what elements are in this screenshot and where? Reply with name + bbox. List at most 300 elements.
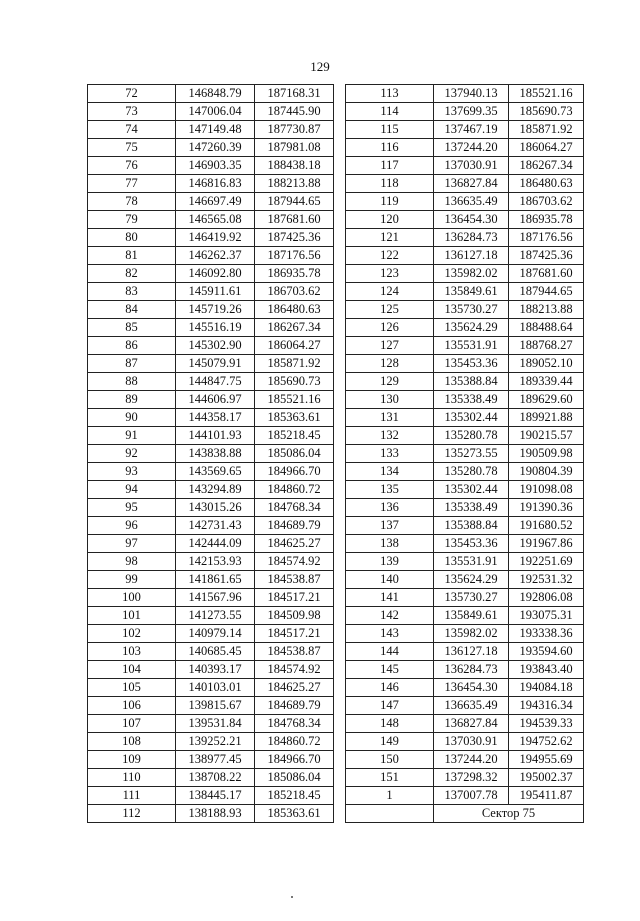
y-coordinate-cell: 184625.27 [255, 535, 334, 553]
x-coordinate-cell: 142153.93 [176, 553, 255, 571]
point-number-cell: 96 [88, 517, 176, 535]
y-coordinate-cell: 184860.72 [255, 733, 334, 751]
x-coordinate-cell: 137030.91 [434, 733, 509, 751]
y-coordinate-cell: 184574.92 [255, 553, 334, 571]
y-coordinate-cell: 184538.87 [255, 571, 334, 589]
y-coordinate-cell: 186267.34 [255, 319, 334, 337]
point-number-cell: 93 [88, 463, 176, 481]
table-row [346, 553, 584, 571]
y-coordinate-cell: 184768.34 [255, 715, 334, 733]
point-number-cell: 1 [346, 787, 434, 805]
point-number-cell: 142 [346, 607, 434, 625]
x-coordinate-cell: 141273.55 [176, 607, 255, 625]
x-coordinate-cell: 137940.13 [434, 85, 509, 103]
y-coordinate-cell: 192251.69 [509, 553, 584, 571]
x-coordinate-cell: 135730.27 [434, 589, 509, 607]
table-row [88, 769, 334, 787]
y-coordinate-cell: 187425.36 [509, 247, 584, 265]
x-coordinate-cell: 146092.80 [176, 265, 255, 283]
y-coordinate-cell: 187944.65 [509, 283, 584, 301]
x-coordinate-cell: 141567.96 [176, 589, 255, 607]
point-number-cell: 140 [346, 571, 434, 589]
point-number-cell: 132 [346, 427, 434, 445]
x-coordinate-cell: 136635.49 [434, 193, 509, 211]
point-number-cell: 105 [88, 679, 176, 697]
y-coordinate-cell: 187730.87 [255, 121, 334, 139]
x-coordinate-cell: 135273.55 [434, 445, 509, 463]
x-coordinate-cell: 137244.20 [434, 139, 509, 157]
point-number-cell: 109 [88, 751, 176, 769]
y-coordinate-cell: 185690.73 [509, 103, 584, 121]
table-row [88, 715, 334, 733]
y-coordinate-cell: 190509.98 [509, 445, 584, 463]
point-number-cell: 128 [346, 355, 434, 373]
y-coordinate-cell: 187176.56 [255, 247, 334, 265]
y-coordinate-cell: 191390.36 [509, 499, 584, 517]
point-number-cell: 149 [346, 733, 434, 751]
x-coordinate-cell: 140103.01 [176, 679, 255, 697]
table-row [346, 103, 584, 121]
y-coordinate-cell: 187168.31 [255, 85, 334, 103]
table-row [346, 733, 584, 751]
table-row [88, 157, 334, 175]
table-row [88, 463, 334, 481]
x-coordinate-cell: 135624.29 [434, 571, 509, 589]
x-coordinate-cell: 135453.36 [434, 355, 509, 373]
y-coordinate-cell: 192806.08 [509, 589, 584, 607]
point-number-cell: 79 [88, 211, 176, 229]
point-number-cell: 74 [88, 121, 176, 139]
coordinates-table-left-body [88, 85, 334, 823]
point-number-cell: 145 [346, 661, 434, 679]
scan-dot-mark [291, 896, 293, 898]
point-number-cell: 78 [88, 193, 176, 211]
table-row [346, 499, 584, 517]
point-number-cell: 150 [346, 751, 434, 769]
point-number-cell: 87 [88, 355, 176, 373]
point-number-cell: 107 [88, 715, 176, 733]
y-coordinate-cell: 194752.62 [509, 733, 584, 751]
table-row [88, 319, 334, 337]
table-row [88, 139, 334, 157]
y-coordinate-cell: 184768.34 [255, 499, 334, 517]
x-coordinate-cell: 138977.45 [176, 751, 255, 769]
x-coordinate-cell: 135982.02 [434, 265, 509, 283]
y-coordinate-cell: 186703.62 [509, 193, 584, 211]
y-coordinate-cell: 191098.08 [509, 481, 584, 499]
table-row [88, 643, 334, 661]
point-number-cell: 127 [346, 337, 434, 355]
point-number-cell: 80 [88, 229, 176, 247]
y-coordinate-cell: 187981.08 [255, 139, 334, 157]
y-coordinate-cell: 194316.34 [509, 697, 584, 715]
x-coordinate-cell: 135730.27 [434, 301, 509, 319]
y-coordinate-cell: 186267.34 [509, 157, 584, 175]
y-coordinate-cell: 186064.27 [509, 139, 584, 157]
point-number-cell: 138 [346, 535, 434, 553]
point-number-cell: 101 [88, 607, 176, 625]
point-number-cell: 73 [88, 103, 176, 121]
point-number-cell: 81 [88, 247, 176, 265]
table-row [88, 247, 334, 265]
x-coordinate-cell: 145911.61 [176, 283, 255, 301]
point-number-cell: 144 [346, 643, 434, 661]
table-row [346, 319, 584, 337]
point-number-cell: 137 [346, 517, 434, 535]
coordinates-table-right-body [346, 85, 584, 805]
x-coordinate-cell: 136284.73 [434, 229, 509, 247]
table-row [346, 643, 584, 661]
x-coordinate-cell: 135338.49 [434, 391, 509, 409]
x-coordinate-cell: 135280.78 [434, 427, 509, 445]
y-coordinate-cell: 195002.37 [509, 769, 584, 787]
point-number-cell: 76 [88, 157, 176, 175]
point-number-cell: 102 [88, 625, 176, 643]
table-row [346, 193, 584, 211]
point-number-cell: 112 [88, 805, 176, 823]
point-number-cell: 77 [88, 175, 176, 193]
table-row [88, 625, 334, 643]
y-coordinate-cell: 184966.70 [255, 463, 334, 481]
point-number-cell: 103 [88, 643, 176, 661]
point-number-cell: 83 [88, 283, 176, 301]
table-row [88, 517, 334, 535]
x-coordinate-cell: 135531.91 [434, 553, 509, 571]
y-coordinate-cell: 187176.56 [509, 229, 584, 247]
table-row [88, 409, 334, 427]
y-coordinate-cell: 184509.98 [255, 607, 334, 625]
y-coordinate-cell: 184860.72 [255, 481, 334, 499]
y-coordinate-cell: 188768.27 [509, 337, 584, 355]
y-coordinate-cell: 188213.88 [255, 175, 334, 193]
y-coordinate-cell: 188438.18 [255, 157, 334, 175]
point-number-cell: 143 [346, 625, 434, 643]
y-coordinate-cell: 194539.33 [509, 715, 584, 733]
table-row [88, 805, 334, 823]
x-coordinate-cell: 138188.93 [176, 805, 255, 823]
table-row [88, 733, 334, 751]
x-coordinate-cell: 139531.84 [176, 715, 255, 733]
point-number-cell: 106 [88, 697, 176, 715]
point-number-cell: 131 [346, 409, 434, 427]
table-row [88, 211, 334, 229]
y-coordinate-cell: 184966.70 [255, 751, 334, 769]
y-coordinate-cell: 193594.60 [509, 643, 584, 661]
point-number-cell: 104 [88, 661, 176, 679]
x-coordinate-cell: 141861.65 [176, 571, 255, 589]
y-coordinate-cell: 186480.63 [255, 301, 334, 319]
y-coordinate-cell: 185690.73 [255, 373, 334, 391]
x-coordinate-cell: 145719.26 [176, 301, 255, 319]
y-coordinate-cell: 185871.92 [509, 121, 584, 139]
point-number-cell: 126 [346, 319, 434, 337]
y-coordinate-cell: 184517.21 [255, 625, 334, 643]
table-row [346, 697, 584, 715]
x-coordinate-cell: 139815.67 [176, 697, 255, 715]
point-number-cell: 72 [88, 85, 176, 103]
x-coordinate-cell: 136127.18 [434, 247, 509, 265]
table-row [346, 265, 584, 283]
table-row [346, 355, 584, 373]
x-coordinate-cell: 146419.92 [176, 229, 255, 247]
x-coordinate-cell: 137467.19 [434, 121, 509, 139]
y-coordinate-cell: 185218.45 [255, 427, 334, 445]
table-row [88, 553, 334, 571]
table-row [88, 481, 334, 499]
x-coordinate-cell: 137244.20 [434, 751, 509, 769]
x-coordinate-cell: 135849.61 [434, 607, 509, 625]
table-row [88, 283, 334, 301]
table-row [346, 175, 584, 193]
point-number-cell: 98 [88, 553, 176, 571]
point-number-cell: 133 [346, 445, 434, 463]
point-number-cell: 90 [88, 409, 176, 427]
table-row [346, 715, 584, 733]
x-coordinate-cell: 142444.09 [176, 535, 255, 553]
point-number-cell: 92 [88, 445, 176, 463]
x-coordinate-cell: 135531.91 [434, 337, 509, 355]
table-row [346, 391, 584, 409]
y-coordinate-cell: 194084.18 [509, 679, 584, 697]
point-number-cell: 134 [346, 463, 434, 481]
table-row [346, 517, 584, 535]
x-coordinate-cell: 135302.44 [434, 481, 509, 499]
x-coordinate-cell: 136827.84 [434, 715, 509, 733]
point-number-cell: 124 [346, 283, 434, 301]
y-coordinate-cell: 185521.16 [509, 85, 584, 103]
x-coordinate-cell: 136827.84 [434, 175, 509, 193]
point-number-cell: 108 [88, 733, 176, 751]
sector-caption-row [346, 805, 584, 823]
y-coordinate-cell: 186935.78 [255, 265, 334, 283]
table-row [346, 589, 584, 607]
y-coordinate-cell: 190804.39 [509, 463, 584, 481]
table-row [346, 373, 584, 391]
y-coordinate-cell: 195411.87 [509, 787, 584, 805]
table-row [88, 193, 334, 211]
table-row [88, 355, 334, 373]
x-coordinate-cell: 144101.93 [176, 427, 255, 445]
table-row [88, 229, 334, 247]
point-number-cell: 115 [346, 121, 434, 139]
x-coordinate-cell: 147006.04 [176, 103, 255, 121]
x-coordinate-cell: 143294.89 [176, 481, 255, 499]
coordinates-table-left [87, 84, 334, 823]
table-row [346, 301, 584, 319]
x-coordinate-cell: 147149.48 [176, 121, 255, 139]
x-coordinate-cell: 140393.17 [176, 661, 255, 679]
point-number-cell: 111 [88, 787, 176, 805]
x-coordinate-cell: 136635.49 [434, 697, 509, 715]
x-coordinate-cell: 140685.45 [176, 643, 255, 661]
x-coordinate-cell: 135388.84 [434, 517, 509, 535]
point-number-cell: 146 [346, 679, 434, 697]
x-coordinate-cell: 146565.08 [176, 211, 255, 229]
x-coordinate-cell: 135849.61 [434, 283, 509, 301]
y-coordinate-cell: 185086.04 [255, 769, 334, 787]
table-row [88, 751, 334, 769]
x-coordinate-cell: 146816.83 [176, 175, 255, 193]
y-coordinate-cell: 185871.92 [255, 355, 334, 373]
point-number-cell: 116 [346, 139, 434, 157]
table-row [88, 571, 334, 589]
y-coordinate-cell: 193338.36 [509, 625, 584, 643]
table-row [346, 625, 584, 643]
point-number-cell: 147 [346, 697, 434, 715]
table-row [346, 535, 584, 553]
y-coordinate-cell: 185521.16 [255, 391, 334, 409]
x-coordinate-cell: 146262.37 [176, 247, 255, 265]
table-row [346, 157, 584, 175]
y-coordinate-cell: 191967.86 [509, 535, 584, 553]
table-row [88, 373, 334, 391]
table-row [88, 787, 334, 805]
table-row [346, 661, 584, 679]
point-number-cell: 122 [346, 247, 434, 265]
table-row [88, 697, 334, 715]
x-coordinate-cell: 138445.17 [176, 787, 255, 805]
point-number-cell: 118 [346, 175, 434, 193]
x-coordinate-cell: 146697.49 [176, 193, 255, 211]
table-row [88, 85, 334, 103]
y-coordinate-cell: 184625.27 [255, 679, 334, 697]
point-number-cell: 117 [346, 157, 434, 175]
y-coordinate-cell: 187445.90 [255, 103, 334, 121]
point-number-cell: 136 [346, 499, 434, 517]
table-row [346, 679, 584, 697]
y-coordinate-cell: 187681.60 [255, 211, 334, 229]
point-number-cell: 94 [88, 481, 176, 499]
y-coordinate-cell: 194955.69 [509, 751, 584, 769]
table-row [346, 229, 584, 247]
x-coordinate-cell: 144358.17 [176, 409, 255, 427]
table-row [346, 571, 584, 589]
point-number-cell: 99 [88, 571, 176, 589]
table-row [346, 607, 584, 625]
table-row [88, 103, 334, 121]
point-number-cell: 123 [346, 265, 434, 283]
x-coordinate-cell: 145302.90 [176, 337, 255, 355]
y-coordinate-cell: 193843.40 [509, 661, 584, 679]
x-coordinate-cell: 139252.21 [176, 733, 255, 751]
x-coordinate-cell: 145516.19 [176, 319, 255, 337]
y-coordinate-cell: 191680.52 [509, 517, 584, 535]
x-coordinate-cell: 143015.26 [176, 499, 255, 517]
x-coordinate-cell: 135453.36 [434, 535, 509, 553]
x-coordinate-cell: 143569.65 [176, 463, 255, 481]
x-coordinate-cell: 144847.75 [176, 373, 255, 391]
x-coordinate-cell: 138708.22 [176, 769, 255, 787]
x-coordinate-cell: 136454.30 [434, 679, 509, 697]
x-coordinate-cell: 136454.30 [434, 211, 509, 229]
y-coordinate-cell: 184689.79 [255, 517, 334, 535]
y-coordinate-cell: 185363.61 [255, 409, 334, 427]
y-coordinate-cell: 187681.60 [509, 265, 584, 283]
y-coordinate-cell: 189629.60 [509, 391, 584, 409]
table-row [88, 589, 334, 607]
point-number-cell: 125 [346, 301, 434, 319]
point-number-cell: 84 [88, 301, 176, 319]
point-number-cell: 85 [88, 319, 176, 337]
table-row [88, 301, 334, 319]
y-coordinate-cell: 186935.78 [509, 211, 584, 229]
x-coordinate-cell: 137298.32 [434, 769, 509, 787]
y-coordinate-cell: 187425.36 [255, 229, 334, 247]
point-number-cell: 120 [346, 211, 434, 229]
y-coordinate-cell: 189921.88 [509, 409, 584, 427]
x-coordinate-cell: 135624.29 [434, 319, 509, 337]
point-number-cell: 88 [88, 373, 176, 391]
sector-caption: Сектор 75 [434, 805, 584, 823]
table-row [88, 175, 334, 193]
table-row [88, 661, 334, 679]
caption-spacer-cell [346, 805, 434, 823]
table-row [346, 283, 584, 301]
table-row [346, 211, 584, 229]
point-number-cell: 121 [346, 229, 434, 247]
x-coordinate-cell: 144606.97 [176, 391, 255, 409]
y-coordinate-cell: 186703.62 [255, 283, 334, 301]
point-number-cell: 75 [88, 139, 176, 157]
point-number-cell: 95 [88, 499, 176, 517]
table-row [346, 139, 584, 157]
y-coordinate-cell: 184574.92 [255, 661, 334, 679]
y-coordinate-cell: 186064.27 [255, 337, 334, 355]
table-row [346, 769, 584, 787]
x-coordinate-cell: 136127.18 [434, 643, 509, 661]
table-row [346, 337, 584, 355]
y-coordinate-cell: 190215.57 [509, 427, 584, 445]
y-coordinate-cell: 184517.21 [255, 589, 334, 607]
table-row [346, 445, 584, 463]
point-number-cell: 139 [346, 553, 434, 571]
table-row [346, 247, 584, 265]
x-coordinate-cell: 135302.44 [434, 409, 509, 427]
x-coordinate-cell: 145079.91 [176, 355, 255, 373]
x-coordinate-cell: 137699.35 [434, 103, 509, 121]
table-row [88, 121, 334, 139]
y-coordinate-cell: 192531.32 [509, 571, 584, 589]
table-row [346, 427, 584, 445]
y-coordinate-cell: 185086.04 [255, 445, 334, 463]
point-number-cell: 97 [88, 535, 176, 553]
table-row [346, 409, 584, 427]
point-number-cell: 148 [346, 715, 434, 733]
table-row [88, 337, 334, 355]
table-row [88, 607, 334, 625]
table-row [346, 787, 584, 805]
point-number-cell: 82 [88, 265, 176, 283]
x-coordinate-cell: 146848.79 [176, 85, 255, 103]
point-number-cell: 119 [346, 193, 434, 211]
y-coordinate-cell: 188488.64 [509, 319, 584, 337]
y-coordinate-cell: 185363.61 [255, 805, 334, 823]
point-number-cell: 151 [346, 769, 434, 787]
point-number-cell: 141 [346, 589, 434, 607]
table-row [346, 481, 584, 499]
x-coordinate-cell: 143838.88 [176, 445, 255, 463]
coordinates-table-right [345, 84, 584, 823]
point-number-cell: 100 [88, 589, 176, 607]
table-row [346, 463, 584, 481]
point-number-cell: 130 [346, 391, 434, 409]
x-coordinate-cell: 135982.02 [434, 625, 509, 643]
y-coordinate-cell: 186480.63 [509, 175, 584, 193]
y-coordinate-cell: 188213.88 [509, 301, 584, 319]
x-coordinate-cell: 136284.73 [434, 661, 509, 679]
point-number-cell: 129 [346, 373, 434, 391]
y-coordinate-cell: 193075.31 [509, 607, 584, 625]
